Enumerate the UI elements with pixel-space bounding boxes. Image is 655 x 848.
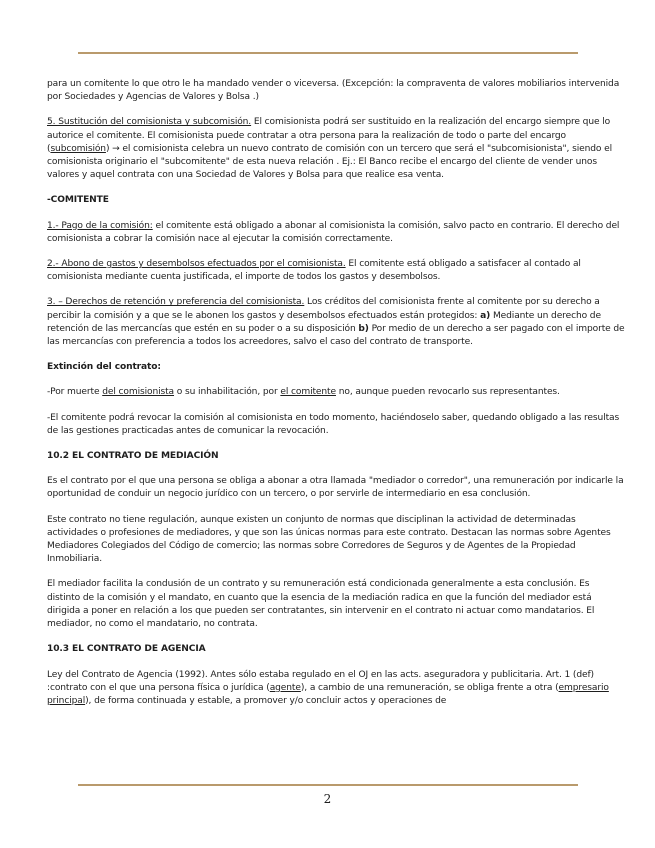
- paragraph-pago-comision: 1.- Pago de la comisión: el comitente está obligado a abonar al comisionista la comisión, salvo pacto en contrario. El derecho del comisionista a cobrar la comisión nace al ejecutar la comisión correctamente.: [47, 220, 620, 244]
- paragraph-abono-gastos: 2.- Abono de gastos y desembolsos efectuados por el comisionista. El comitente está obligado a satisfacer al contado al comisionista mediante cuenta justificada, el importe de todos los gastos y desembolsos.: [47, 259, 581, 283]
- heading-mediacion: 10.2 EL CONTRATO DE MEDIACIÓN: [47, 451, 219, 462]
- paragraph-mediacion-mediador: El mediador facilita la condusión de un contrato y su remuneración está condicionada generalmente a esta conclusión. Es distinto de la comisión y el mandato, en cuanto que la esencia de la mediación radica en que la función del mediador está dirigida a poner en relación a los que pueden ser contratantes, sin intervenir en el contrato ni actuar como mandatarios. El mediador, no como el mandatario, no contrata.: [47, 579, 595, 630]
- header-rule: [78, 52, 578, 54]
- heading-comitente: -COMITENTE: [47, 195, 109, 206]
- page-number: 2: [323, 792, 332, 806]
- footer-rule: [78, 784, 578, 786]
- paragraph-extincion-muerte: -Por muerte del comisionista o su inhabilitación, por el comitente no, aunque pueden revocarlo sus representantes.: [47, 387, 560, 398]
- heading-agencia: 10.3 EL CONTRATO DE AGENCIA: [47, 644, 206, 655]
- paragraph-extincion-revocacion: -El comitente podrá revocar la comisión al comisionista en todo momento, haciéndoselo saber, quedando obligado a las resultas de las gestiones practicadas antes de comunicar la revocación.: [47, 412, 620, 436]
- sustitucion-title: 5. Sustitución del comisionista y subcomisión.: [47, 117, 252, 128]
- paragraph-mediacion-definicion: Es el contrato por el que una persona se obliga a abonar a otra llamada "mediador o corredor", una remuneración por indicarle la oportunidad de conduir un negocio jurídico con un tercero, o por servirle de intermediario en esa conclusión.: [47, 476, 624, 500]
- paragraph-derechos-retencion: 3. – Derechos de retención y preferencia del comisionista. Los créditos del comisionista frente al comitente por su derecho a percibir la comisión y a que se le abonen los gastos y desembolsos efectuados están protegidos: a) Mediante un derecho de retención de las mercancías que estén en su poder o a su disposición b) Por medio de un derecho a ser pagado con el importe de las mercancías con preferencia a todos los acreedores, salvo el caso del contrato de transporte.: [47, 297, 625, 348]
- paragraph-comitente-intro: para un comitente lo que otro le ha mandado vender o viceversa. (Excepción: la compraventa de valores mobiliarios intervenida por Sociedades y Agencias de Valores y Bolsa .): [47, 79, 620, 103]
- heading-extincion: Extinción del contrato:: [47, 362, 161, 373]
- paragraph-agencia-ley: Ley del Contrato de Agencia (1992). Antes sólo estaba regulado en el OJ en las acts. aseguradora y publicitaria. Art. 1 (def) :contrato con el que una persona física o jurídica (agente), a cambio de una remuneración, se obliga frente a otra (empresario principal), de forma continuada y estable, a promover y/o concluir actos y operaciones de: [47, 669, 609, 706]
- paragraph-sustitucion: 5. Sustitución del comisionista y subcomisión. El comisionista podrá ser sustituido en la realización del encargo siempre que lo autorice el comitente. El comisionista puede contratar a otra persona para la realización de todo o parte del encargo (subcomisión) → el comisionista celebra un nuevo contrato de comisión con un tercero que será el "subcomisionista", siendo el comisionista originario el "subcomitente" de esta nueva relación . Ej.: El Banco recibe el encargo del cliente de vender unos valores y aquel contrata con una Sociedad de Valores y Bolsa para que realice esa venta.: [47, 117, 612, 181]
- document-body: [47, 78, 625, 720]
- paragraph-mediacion-regulacion: Este contrato no tiene regulación, aunque existen un conjunto de normas que disciplinan la actividad de determinadas actividades o profesiones de mediadores, y que son las únicas normas para este contrato. Destacan las normas sobre Agentes Mediadores Colegiados del Código de comercio; las normas sobre Corredores de Seguros y de Agentes de la Propiedad Inmobiliaria.: [47, 514, 611, 565]
